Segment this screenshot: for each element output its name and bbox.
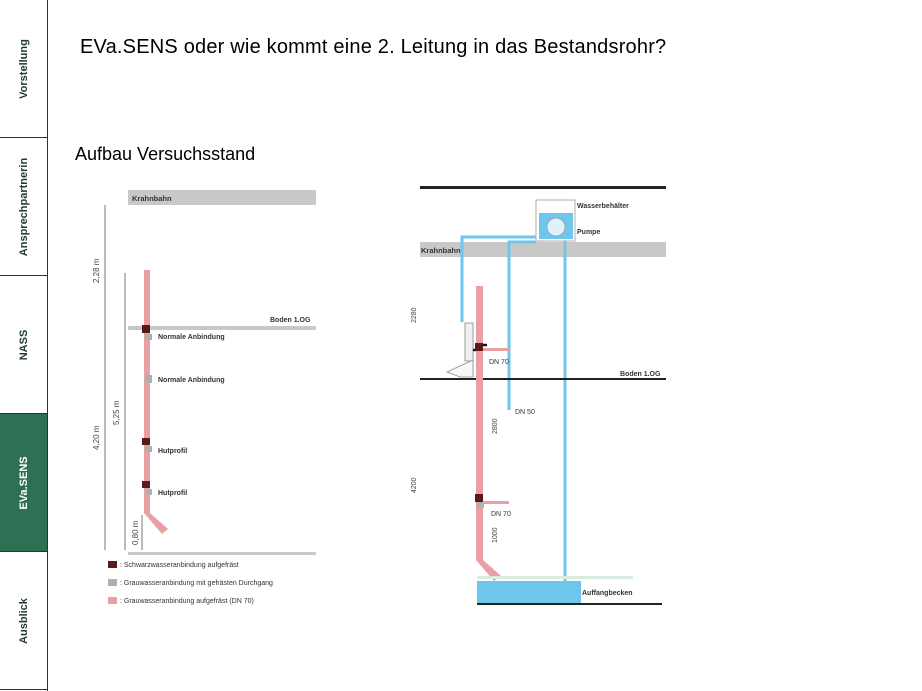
junction-gray	[477, 502, 484, 508]
dim-2800: 2800	[492, 418, 499, 434]
left-diagram	[80, 185, 330, 615]
ceiling-label: Krahnbahn	[421, 246, 461, 255]
tab-nass[interactable]	[0, 276, 47, 414]
top-rule	[420, 186, 666, 189]
junction-gray	[145, 334, 152, 340]
branch-pipe	[483, 501, 509, 504]
tab-vorstellung[interactable]	[0, 0, 47, 138]
tab-label: Ansprechpartnerin	[17, 157, 30, 256]
tab-label: Ausblick	[17, 597, 30, 644]
ceiling-label: Krahnbahn	[132, 194, 172, 203]
junction-label: Normale Anbindung	[158, 334, 225, 341]
dn70-bottom-label: DN 70	[491, 511, 511, 518]
floor-line	[420, 378, 666, 380]
tab-label: Vorstellung	[17, 38, 30, 99]
sidebar-divider	[47, 0, 48, 691]
junction-black	[475, 343, 483, 351]
base-line	[128, 552, 316, 555]
water-pipe	[509, 242, 536, 410]
tank-label: Wasserbehälter	[577, 203, 629, 210]
dim-1000: 1000	[492, 527, 499, 543]
dim-2280: 2280	[411, 307, 418, 323]
junction-gray	[145, 489, 152, 495]
branch-pipe	[483, 348, 509, 351]
junction-black	[475, 494, 483, 502]
floor-label: Boden 1.OG	[620, 371, 661, 378]
legend-swatch-pink	[108, 597, 117, 604]
toilet-bowl	[447, 360, 473, 377]
slide-subtitle: Aufbau Versuchsstand	[75, 144, 256, 164]
collection-basin	[477, 581, 581, 603]
tab-label: NASS	[17, 329, 30, 360]
tab-ausblick[interactable]	[0, 552, 47, 690]
junction-label: Hutprofil	[158, 448, 188, 455]
dim-bottom: 0,80 m	[131, 520, 140, 545]
junction-gray	[145, 375, 152, 383]
tab-ansprechpartnerin[interactable]	[0, 138, 47, 276]
legend-swatch-gray	[108, 579, 117, 586]
pipe	[476, 286, 483, 560]
dim-mid: 5,25 m	[112, 400, 121, 425]
legend-item: : Grauwasseranbindung aufgefräst (DN 70)	[120, 598, 254, 605]
toilet-cistern	[465, 323, 473, 361]
pump-icon	[547, 218, 565, 236]
floor-label: Boden 1.OG	[270, 317, 311, 324]
dim-upper: 2,28 m	[92, 258, 101, 283]
junction-black	[142, 325, 150, 333]
right-diagram	[405, 180, 670, 610]
pump-label: Pumpe	[577, 229, 601, 236]
pipe	[144, 270, 150, 513]
junction-label: Normale Anbindung	[158, 377, 225, 384]
junction-black	[142, 481, 150, 488]
basin-bottom	[477, 603, 662, 605]
tab-evasens[interactable]	[0, 414, 47, 552]
dim-lower: 4,20 m	[92, 425, 101, 450]
basin-rim	[477, 576, 633, 579]
floor-line	[128, 326, 316, 330]
legend-item: : Schwarzwasseranbindung aufgefräst	[120, 562, 239, 569]
junction-label: Hutprofil	[158, 490, 188, 497]
basin-label: Auffangbecken	[582, 590, 633, 597]
tab-label: EVa.SENS	[17, 455, 30, 510]
legend-swatch-black	[108, 561, 117, 568]
pipe-bend	[144, 513, 168, 534]
dim-4200: 4200	[411, 477, 418, 493]
sidebar-nav	[0, 0, 48, 691]
slide-title: EVa.SENS oder wie kommt eine 2. Leitung in das Bestandsrohr?	[80, 36, 667, 58]
dn70-top-label: DN 70	[489, 359, 509, 366]
legend-item: : Grauwasseranbindung mit gefrästen Durchgang	[120, 580, 273, 587]
dn50-label: DN 50	[515, 409, 535, 416]
junction-black	[142, 438, 150, 445]
junction-gray	[145, 446, 152, 452]
